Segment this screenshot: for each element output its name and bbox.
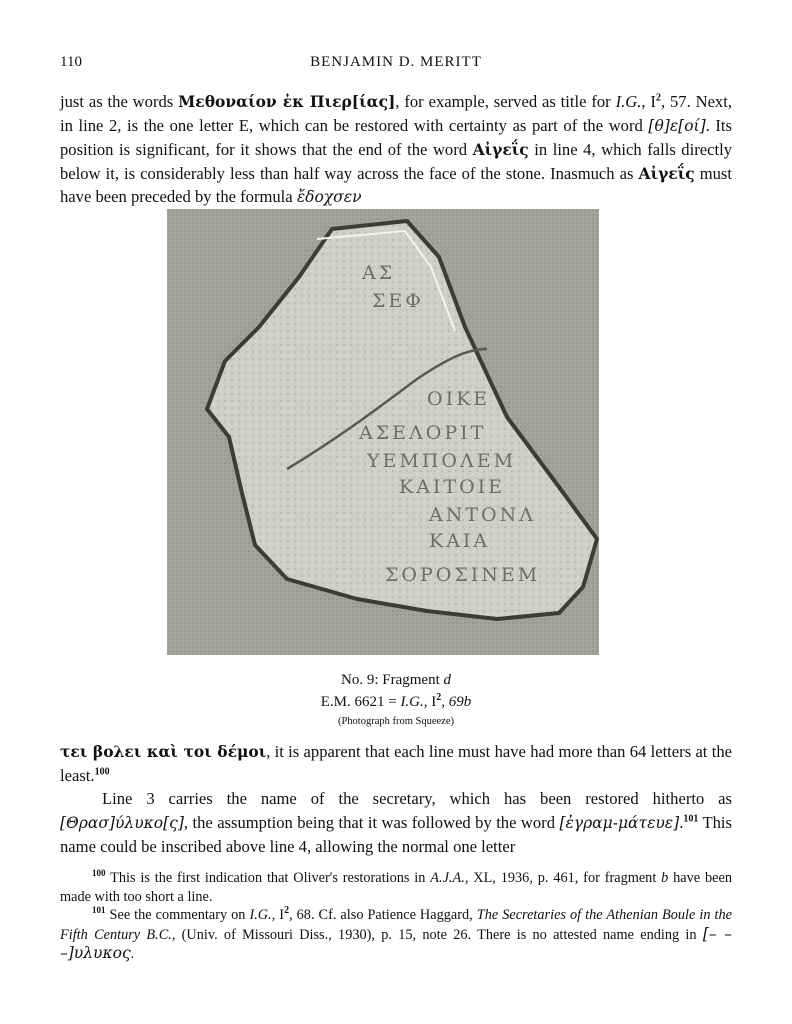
running-head: BENJAMIN D. MERITT <box>310 54 482 70</box>
figure-caption-reference: E.M. 6621 = I.G., $I^2$, 69b <box>320 692 472 710</box>
paragraph-2: τει βολει καὶ τοι δέμοι, it is apparent that each line must have had more than 64 letters at the least.$^{100}$ <box>60 742 732 785</box>
greek-word: [– – –]υλυκος <box>60 924 732 962</box>
inscription-line: ΟΙΚΕ <box>427 388 491 410</box>
inscription-line: ΥΕΜΠΟΛΕΜ <box>367 450 517 472</box>
page-header <box>60 54 732 76</box>
figure-caption-source: (Photograph from Squeeze) <box>337 716 455 727</box>
inscription-line: ΑΣ <box>362 262 396 284</box>
greek-word: [Θρασ]ύλυκο[ς] <box>60 813 184 832</box>
inscription-photograph <box>167 209 599 655</box>
stone-fragment-image <box>167 209 599 655</box>
paragraph-1: just as the words Μεθοναίον ἐκ Πιερ[ίας], for example, served as title for I.G., $I^2$, 57. Next, in line 2, is the one letter E, which can be restored with certainty as part of the word [θ]ε[οί]. Its position is significant, for it shows that the end of the word Αἰγεΐς in line 4, which falls directly below it, is considerably less than half way across the face of the stone. Inasmuch as Αἰγεΐς must have been preceded by the formula ἔδοχσεν <box>60 92 733 206</box>
figure-caption-title: No. 9: Fragment d <box>341 672 451 688</box>
inscription-line: ΣΕΦ <box>372 290 424 312</box>
paragraph-3: Line 3 carries the name of the secretary, which has been restored hitherto as [Θρασ]ύλυκο[ς], the assumption being that it was followed by the word [ἐγραμ-μάτευε].$^{101}$ This name could be inscribed above line 4, allowing the normal one letter <box>60 789 732 856</box>
footnote-101: $^{101}$ See the commentary on I.G., $I^2$, 68. Cf. also Patience Haggard, The Secretaries of the Athenian Boule in the Fifth Century B.C., (Univ. of Missouri Diss., 1930), p. 15, note 26. There is no attested name ending in [– – –]υλυκος. <box>60 905 732 962</box>
greek-word: Αἰγεΐς <box>638 163 695 183</box>
footnote-100: $^{100}$ This is the first indication that Oliver's restorations in A.J.A., XL, 1936, p. 461, for fragment b have been made with too short a line. <box>60 868 732 905</box>
inscription-line: ΑΣΕΛΟΡΙΤ <box>359 422 487 444</box>
inscription-line: ΚΑΙΑ <box>429 530 491 552</box>
footnote-ref: 101 <box>683 812 699 824</box>
inscription-line: ΑΝΤΟΝΛ <box>429 504 536 526</box>
greek-word: [ἐγραμ-μάτευε] <box>559 813 680 832</box>
footnote-ref: 100 <box>94 765 110 777</box>
greek-word: Αἰγεΐς <box>472 140 529 159</box>
greek-word: ἔδοχσεν <box>296 188 362 206</box>
page-number: 110 <box>60 54 82 70</box>
greek-word: [θ]ε[οί] <box>648 116 706 135</box>
greek-phrase: Μεθοναίον ἐκ Πιερ[ίας] <box>178 92 396 111</box>
inscription-line: ΚΑΙΤΟΙΕ <box>399 476 506 498</box>
inscription-line: ΣΟΡΟΣΙΝΕΜ <box>385 564 541 586</box>
greek-phrase: τει βολει καὶ τοι δέμοι <box>60 742 267 761</box>
